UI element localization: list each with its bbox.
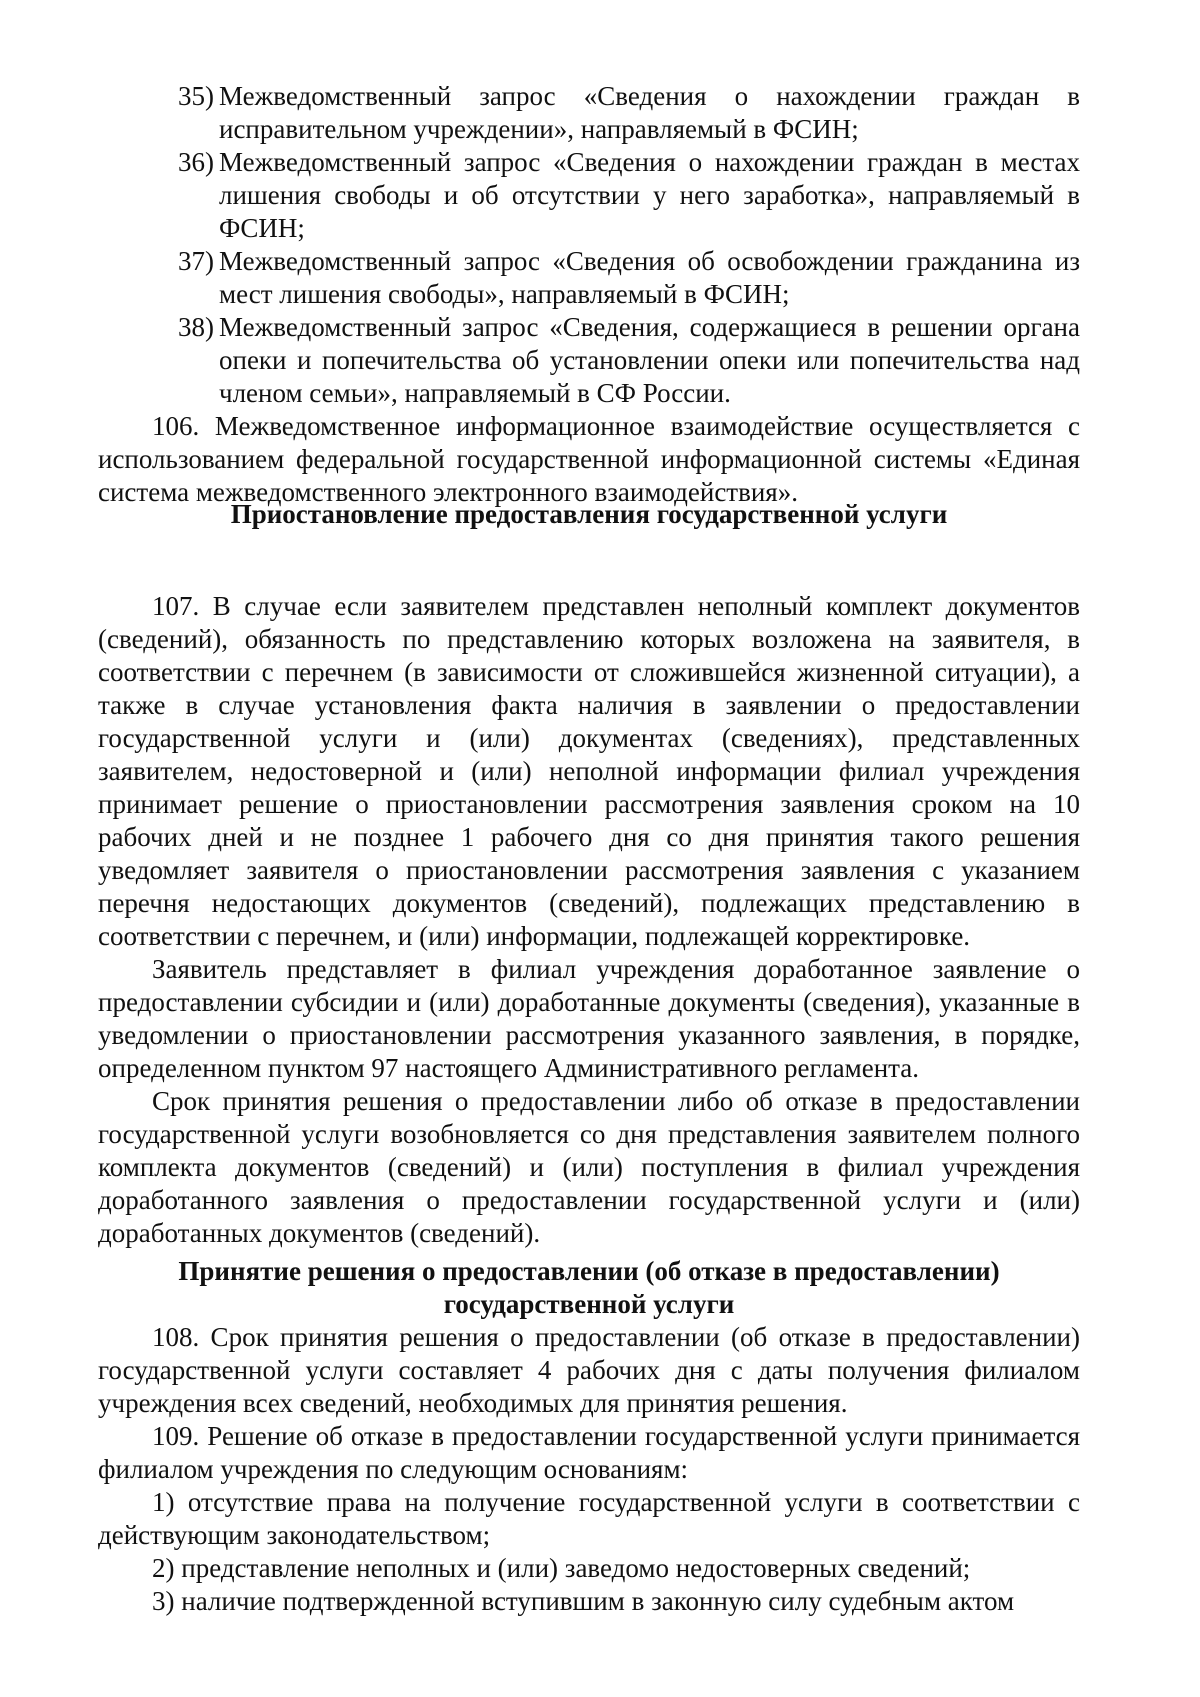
- list-item-number: 36): [178, 147, 214, 177]
- section-heading-suspension: Приостановление предоставления государственной услуги: [230, 499, 948, 529]
- list-item-text: Межведомственный запрос «Сведения о нахождении граждан в местах лишения свободы и об отсутствии у него заработка», направляемый в ФСИН;: [219, 147, 1080, 243]
- paragraph-107-deadline: Срок принятия решения о предоставлении либо об отказе в предоставлении государственной услуги возобновляется со дня представления заявителем полного комплекта документов (сведений) и (или) поступления в филиал учреждения доработанного заявления о предоставлении государственной услуги и (или) доработанных документов (сведений).: [98, 1086, 1080, 1248]
- paragraph-109-item-3: 3) наличие подтвержденной вступившим в законную силу судебным актом: [152, 1586, 1015, 1616]
- list-item: [178, 245, 1080, 311]
- list-item: [178, 311, 1080, 410]
- list-item-number: 37): [178, 246, 214, 276]
- list-item: [178, 146, 1080, 245]
- list-item-number: 35): [178, 81, 214, 111]
- paragraph-109-item-2: 2) представление неполных и (или) заведомо недостоверных сведений;: [152, 1553, 971, 1583]
- list-item-text: Межведомственный запрос «Сведения об освобождении гражданина из мест лишения свободы», направляемый в ФСИН;: [219, 246, 1080, 309]
- paragraph-108: 108. Срок принятия решения о предоставлении (об отказе в предоставлении) государственной услуги составляет 4 рабочих дня с даты получения филиалом учреждения всех сведений, необходимых для принятия решения.: [98, 1322, 1080, 1418]
- request-list: [178, 80, 1080, 410]
- paragraph-109: 109. Решение об отказе в предоставлении государственной услуги принимается филиалом учреждения по следующим основаниям:: [98, 1421, 1080, 1484]
- paragraph-107-resubmission: Заявитель представляет в филиал учреждения доработанное заявление о предоставлении субсидии и (или) доработанные документы (сведения), указанные в уведомлении о приостановлении рассмотрения указанного заявления, в порядке, определенном пунктом 97 настоящего Административного регламента.: [98, 954, 1080, 1083]
- list-item: [178, 80, 1080, 146]
- list-item-number: 38): [178, 312, 214, 342]
- paragraph-106: 106. Межведомственное информационное взаимодействие осуществляется с использованием федеральной государственной информационной системы «Единая система межведомственного электронного взаимодействия».: [98, 411, 1080, 507]
- paragraph-109-item-1: 1) отсутствие права на получение государственной услуги в соответствии с действующим законодательством;: [98, 1487, 1080, 1550]
- paragraph-107: 107. В случае если заявителем представлен неполный комплект документов (сведений), обязанность по представлению которых возложена на заявителя, в соответствии с перечнем (в зависимости от сложившейся жизненной ситуации), а также в случае установления факта наличия в заявлении о предоставлении государственной услуги и (или) документах (сведениях), представленных заявителем, недостоверной и (или) неполной информации филиал учреждения принимает решение о приостановлении рассмотрения заявления сроком на 10 рабочих дней и не позднее 1 рабочего дня со дня принятия такого решения уведомляет заявителя о приостановлении рассмотрения заявления с указанием перечня недостающих документов (сведений), подлежащих представлению в соответствии с перечнем, и (или) информации, подлежащей корректировке.: [98, 591, 1080, 951]
- section-heading-decision-line2: государственной услуги: [443, 1289, 735, 1319]
- list-item-text: Межведомственный запрос «Сведения о нахождении граждан в исправительном учреждении», направляемый в ФСИН;: [219, 81, 1080, 144]
- section-heading-decision: [98, 1255, 1080, 1321]
- section-heading-decision-line1: Принятие решения о предоставлении (об отказе в предоставлении): [178, 1256, 1000, 1286]
- list-item-text: Межведомственный запрос «Сведения, содержащиеся в решении органа опеки и попечительства об установлении опеки или попечительства над членом семьи», направляемый в СФ России.: [219, 312, 1080, 408]
